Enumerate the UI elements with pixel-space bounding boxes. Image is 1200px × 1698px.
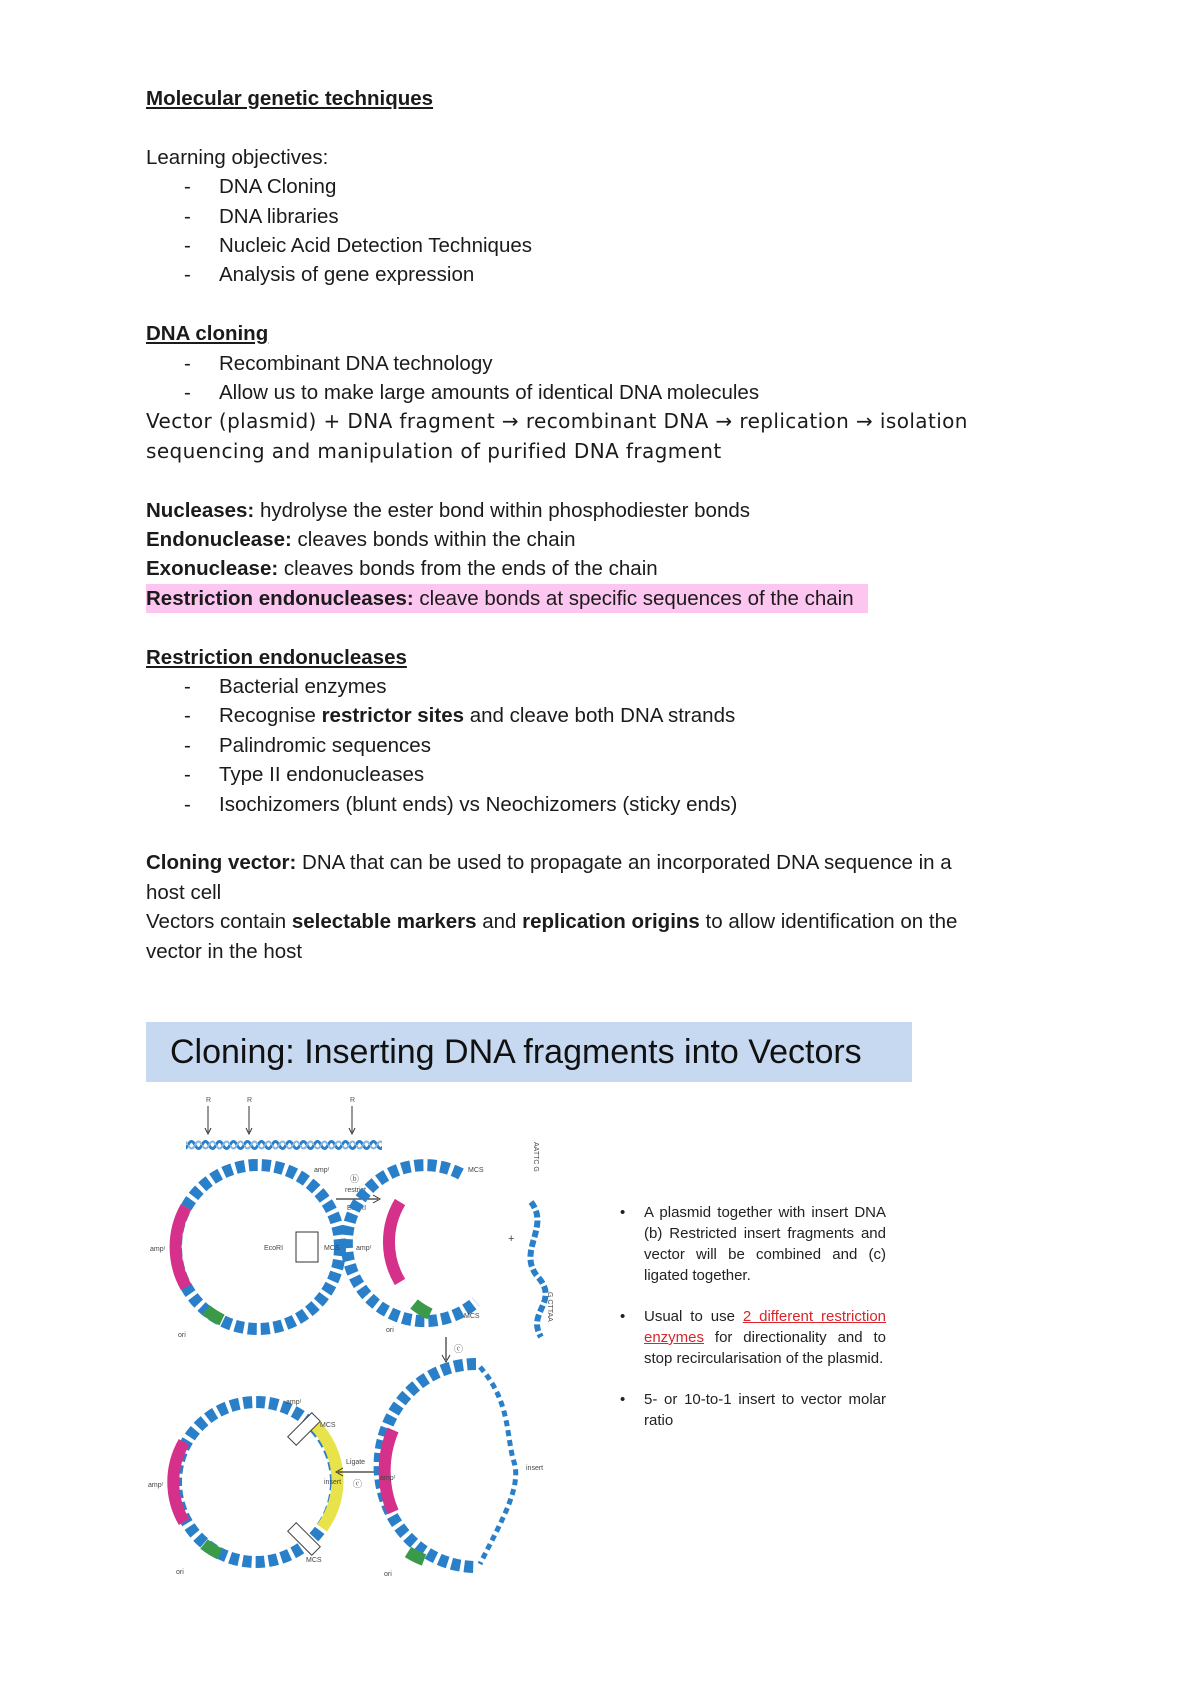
insert-region — [314, 1424, 338, 1528]
ori-region — [204, 1544, 220, 1554]
slide-bullets — [616, 1202, 886, 1451]
learning-objectives-label: Learning objectives: — [146, 145, 329, 169]
open-ring — [347, 1165, 476, 1321]
replication-origins-term: replication origins — [522, 910, 700, 934]
sequence-label: AATTC G — [532, 1142, 539, 1172]
linear-dna — [186, 1097, 382, 1154]
vectors-paragraph-cont: vector in the host — [146, 939, 303, 963]
red-emphasis: 2 different restriction enzymes — [644, 1308, 886, 1346]
list-item: - Analysis of gene expression — [146, 260, 1046, 289]
dna-cloning-list — [146, 349, 1046, 408]
site-r-label: R — [350, 1097, 356, 1104]
dna-strand — [186, 1140, 382, 1154]
list-item — [146, 701, 1046, 730]
insert-label: insert — [526, 1465, 544, 1472]
ampr-label: ampʳ — [380, 1475, 396, 1482]
ori-label: ori — [386, 1327, 394, 1334]
cloning-slide — [146, 1022, 916, 1582]
ampr-label: ampʳ — [314, 1167, 330, 1174]
site-r-label: R — [206, 1097, 212, 1104]
mcs-label: MCS — [320, 1422, 336, 1429]
cloning-flow-line-2: sequencing and manipulation of purified DNA fragment — [146, 438, 722, 463]
plasmid-vector — [150, 1165, 340, 1339]
slide-title: Cloning: Inserting DNA fragments into Vectors — [146, 1022, 912, 1082]
step-c-label: ⓒ — [353, 1479, 363, 1489]
restrict-label: restrict — [345, 1187, 366, 1194]
nucleases-term: Nucleases: — [146, 498, 255, 522]
exonuclease-definition — [146, 554, 1046, 583]
learning-objectives-list — [146, 172, 1046, 290]
ori-region — [206, 1310, 222, 1320]
amp-gene — [385, 1430, 393, 1512]
ori-region — [408, 1552, 424, 1560]
ori-label: ori — [176, 1569, 184, 1576]
ampr-label: ampʳ — [150, 1246, 166, 1253]
mcs-label: MCS — [306, 1557, 322, 1564]
highlighted-definition — [146, 584, 868, 613]
vectors-paragraph — [146, 907, 1046, 936]
cloning-vector-term: Cloning vector: — [146, 851, 297, 875]
paragraph-text: to allow identification on the — [699, 910, 958, 934]
ori-label: ori — [178, 1332, 186, 1339]
vector-backbone — [380, 1364, 476, 1567]
list-item-text: and cleave both DNA strands — [464, 704, 736, 728]
insert-fragment — [530, 1142, 553, 1337]
exonuclease-text: cleaves bonds from the ends of the chain — [278, 557, 658, 581]
dna-cloning-heading: DNA cloning — [146, 322, 269, 346]
ecori-label: EcoRI — [264, 1245, 284, 1252]
insert-strand — [530, 1202, 545, 1337]
ecori-site — [296, 1232, 318, 1262]
selectable-markers-term: selectable markers — [291, 910, 477, 934]
ori-label: ori — [384, 1571, 392, 1578]
ampr-label: ampʳ — [356, 1245, 372, 1252]
restrictor-sites-term: restrictor sites — [321, 704, 464, 728]
exonuclease-term: Exonuclease: — [146, 557, 279, 581]
restriction-term: Restriction endonucleases: — [146, 586, 414, 610]
amp-gene — [173, 1442, 184, 1522]
list-item: - Isochizomers (blunt ends) vs Neochizomers (sticky ends) — [146, 790, 1046, 819]
step-c-label: ⓒ — [454, 1344, 464, 1354]
plus-sign: + — [508, 1233, 515, 1245]
restriction-heading: Restriction endonucleases — [146, 645, 407, 669]
cloning-vector-text-cont: host cell — [146, 880, 222, 904]
list-item: - Bacterial enzymes — [146, 672, 1046, 701]
nucleases-text: hydrolyse the ester bond within phosphodiester bonds — [254, 498, 750, 522]
recombinant-plasmid — [148, 1399, 341, 1576]
site-r-label: R — [247, 1097, 253, 1104]
cloning-vector-text: DNA that can be used to propagate an incorporated DNA sequence in a — [296, 851, 952, 875]
ori-region — [414, 1304, 430, 1314]
cloning-vector-definition — [146, 848, 1046, 877]
amp-gene — [389, 1202, 400, 1282]
bullet-item: • 5- or 10-to-1 insert to vector molar ratio — [616, 1389, 886, 1431]
nucleases-definition — [146, 496, 1046, 525]
list-item: - DNA Cloning — [146, 172, 1046, 201]
ecori-label: EcoRI — [347, 1205, 367, 1212]
paragraph-text: and — [476, 910, 523, 934]
list-item-text: Recognise — [219, 704, 322, 728]
cloning-diagram — [146, 1082, 616, 1582]
document-body — [146, 84, 1046, 966]
list-item: - Palindromic sequences — [146, 731, 1046, 760]
bullet-text: Usual to use — [644, 1308, 743, 1325]
page-title: Molecular genetic techniques — [146, 87, 434, 110]
step-b-label: ⓑ — [350, 1174, 360, 1184]
mcs-label: MCS — [324, 1245, 340, 1252]
plasmid-ring — [176, 1165, 340, 1329]
ampr-label: ampʳ — [286, 1399, 302, 1406]
list-item: - Nucleic Acid Detection Techniques — [146, 231, 1046, 260]
cut-plasmid — [347, 1165, 515, 1334]
ligate-label: Ligate — [346, 1459, 366, 1466]
insert-label: insert — [324, 1479, 342, 1486]
list-item: - Type II endonucleases — [146, 760, 1046, 789]
restriction-text: cleave bonds at specific sequences of the chain — [413, 586, 854, 610]
paragraph-text: Vectors contain — [146, 910, 292, 934]
mcs-label: MCS — [464, 1313, 480, 1320]
list-item: - Allow us to make large amounts of identical DNA molecules — [146, 378, 1046, 407]
combine-step — [442, 1337, 463, 1362]
endonuclease-text: cleaves bonds within the chain — [291, 528, 576, 552]
mcs-label: MCS — [468, 1167, 484, 1174]
cloning-flow-line-1: Vector (plasmid) + DNA fragment → recombinant DNA → replication → isolation — [146, 409, 968, 434]
list-item: - Recombinant DNA technology — [146, 349, 1046, 378]
bullet-text: for directionality and to stop recircularisation of the plasmid. — [644, 1329, 886, 1367]
endonuclease-definition — [146, 525, 1046, 554]
list-item: - DNA libraries — [146, 202, 1046, 231]
restriction-definition — [146, 584, 1046, 613]
ampr-label: ampʳ — [148, 1482, 164, 1489]
insert-strand — [480, 1367, 516, 1564]
sequence-label: G CTTAA — [546, 1292, 553, 1322]
restriction-list — [146, 672, 1046, 819]
bullet-item — [616, 1306, 886, 1369]
bullet-item: • A plasmid together with insert DNA (b) Restricted insert fragments and vector will be combined and (c) ligated together. — [616, 1202, 886, 1286]
endonuclease-term: Endonuclease: — [146, 528, 292, 552]
combined-plasmid — [380, 1364, 544, 1578]
amp-gene — [176, 1207, 186, 1287]
